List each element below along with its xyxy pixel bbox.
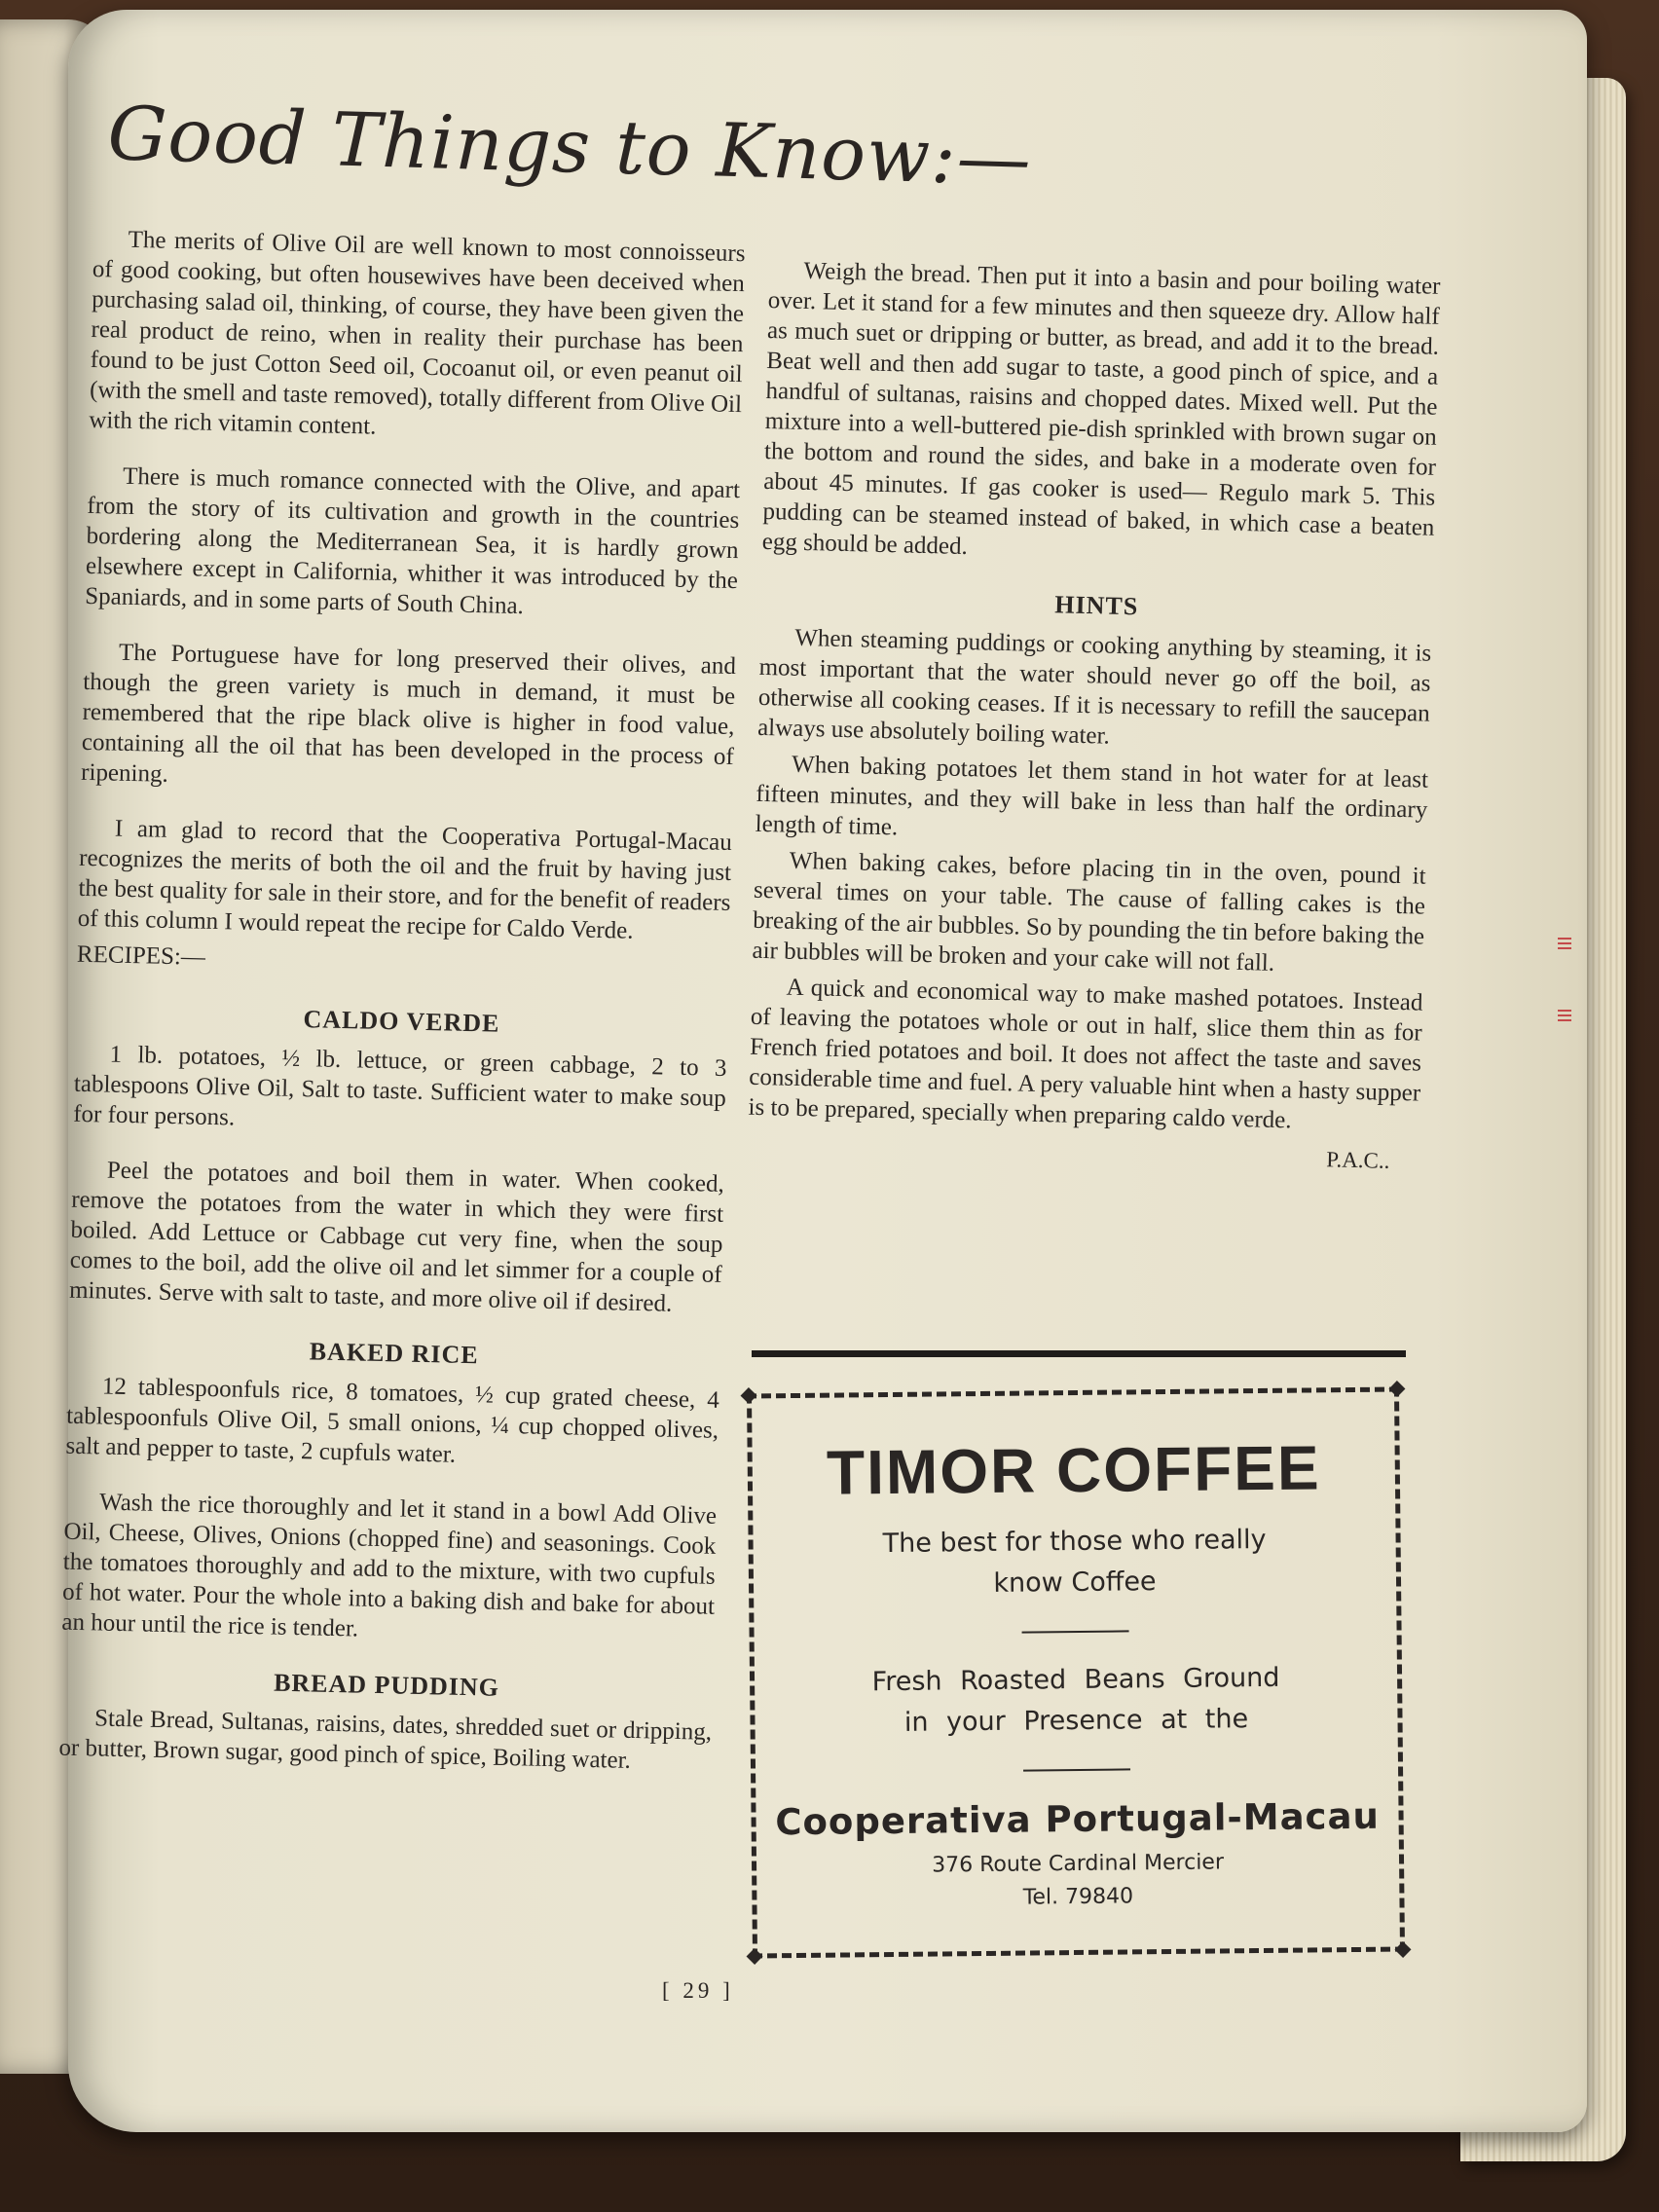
recipe-method: Weigh the bread. Then put it into a basin and pour boiling water over. Let it stand for a few minutes and then squeeze dry. Allow half as much suet or dripping or butter, as bread, and add it to the bread. Beat well and then add sugar to taste, a good pinch of spice, and a handful of sultanas, raisins and chopped dates. Mixed well. Put the mixture into a well-buttered pie-dish sprinkled with brown sugar on the bottom and round the sides, and bake in a moderate oven for about 45 minutes. If gas cooker is used— Regulo mark 5. This pudding can be steamed instead of baked, in which case a beaten egg should be added. (761, 257, 1441, 561)
hint-paragraph: When steaming puddings or cooking anything by steaming, it is most important that the water should never go off the boil, as otherwise all cooking ceases. If it is necessary to refill the saucepan always use absolutely boiling water. (756, 624, 1432, 750)
margin-mark (1558, 1010, 1571, 1012)
ad-line: Fresh Roasted Beans Ground (871, 1662, 1280, 1698)
section-divider (752, 1350, 1406, 1357)
ad-company-name: Cooperativa Portugal-Macau (775, 1794, 1381, 1844)
intro-paragraph: I am glad to record that the Cooperativa Portugal-Macau recognizes the merits of both the oil and the fruit by having just the best quality for sale in their store, and for the benefit of readers of this column I would repeat the recipe for Caldo Verde. (77, 815, 733, 944)
ad-address: 376 Route Cardinal Mercier (932, 1850, 1225, 1878)
ad-phone: Tel. 79840 (1022, 1884, 1134, 1910)
recipe-title-caldo-verde: CALDO VERDE (303, 1005, 500, 1038)
hint-paragraph: A quick and economical way to make mashed potatoes. Instead of leaving the potatoes whole or out in half, slice them thin as for French fried potatoes and boil. It does not affect the taste and saves considerable time and fuel. A pery valuable hint when a hasty supper is to be prepared, specially when preparing caldo verde. (748, 974, 1423, 1134)
ad-tagline: know Coffee (993, 1567, 1157, 1599)
left-column (58, 224, 746, 1803)
right-column (747, 255, 1441, 1177)
page-heading: Good Things to Know:— (106, 90, 1033, 203)
hint-paragraph: When baking cakes, before placing tin in the oven, pound it several times on your table. The cause of falling cakes is the breaking of the air bubbles. So by pounding the tin before baking the air bubbles will be broken and your cake will not fall. (752, 847, 1426, 977)
intro-paragraph: The merits of Olive Oil are well known to most connoisseurs of good cooking, but often housewives have been deceived when purchasing salad oil, thinking, of course, they have been given the real product de reino, when in reality their purchase has been found to be just Cotton Seed oil, Cocoanut oil, or even peanut oil (with the smell and taste removed), totally different from Olive Oil with the rich vitamin content. (89, 226, 746, 440)
recipe-title-baked-rice: BAKED RICE (309, 1337, 480, 1370)
intro-paragraph: There is much romance connected with the Olive, and apart from the story of its cultivation and growth in the countries bordering along the Mediterranean Sea, it is hardly grown elsewhere except in California, whither it was introduced by the Spaniards, and in some parts of South China. (85, 462, 741, 620)
ad-line: in your Presence at the (903, 1704, 1249, 1738)
hint-paragraph: When baking potatoes let them stand in hot water for at least fifteen minutes, and they will bake in less than half the ordinary length of time. (755, 751, 1429, 841)
recipe-title-bread-pudding: BREAD PUDDING (273, 1668, 500, 1702)
timor-coffee-advertisement (747, 1387, 1405, 1959)
author-signoff: P.A.C.. (1325, 1147, 1390, 1173)
page-number: [ 29 ] (662, 1978, 734, 2003)
recipes-label: RECIPES:— (76, 940, 206, 971)
hints-title: HINTS (1053, 590, 1139, 621)
ad-separator (1022, 1630, 1129, 1633)
recipe-method: Peel the potatoes and boil them in water. When cooked, remove the potatoes from the water in which they were first boiled. Add Lettuce or Cabbage cut very fine, when the soup comes to the boil, add the olive oil and let simmer for a couple of minutes. Serve with salt to taste, and more olive oil if desired. (68, 1157, 725, 1317)
margin-mark (1558, 938, 1571, 940)
ad-tagline: The best for those who really (882, 1524, 1267, 1560)
recipe-ingredients: 1 lb. potatoes, ½ lb. lettuce, or green cabbage, 2 to 3 tablespoons Olive Oil, Salt to taste. Sufficient water to make soup for four persons. (72, 1041, 727, 1131)
intro-paragraph: The Portuguese have for long preserved their olives, and though the green variety is much in demand, it must be remembered that the ripe black olive is higher in food value, containing all the oil that has been developed in the process of ripening. (80, 639, 737, 788)
ad-title: TIMOR COFFEE (826, 1432, 1321, 1508)
recipe-method: Wash the rice thoroughly and let it stand in a bowl Add Olive Oil, Cheese, Olives, Onions (chopped fine) and seasonings. Cook the tomatoes thoroughly and add to the mixture, with two cupfuls of hot water. Pour the whole into a baking dish and bake for about an hour until the rice is tender. (61, 1489, 718, 1642)
ad-separator (1023, 1768, 1130, 1771)
recipe-ingredients: 12 tablespoonfuls rice, 8 tomatoes, ½ cup grated cheese, 4 tablespoonfuls Olive Oil, 5 small onions, ¼ cup chopped olives, salt and pepper to taste, 2 cupfuls water. (65, 1373, 720, 1468)
recipe-ingredients: Stale Bread, Sultanas, raisins, dates, shredded suet or dripping, or butter, Brown sugar, good pinch of spice, Boiling water. (58, 1705, 713, 1774)
